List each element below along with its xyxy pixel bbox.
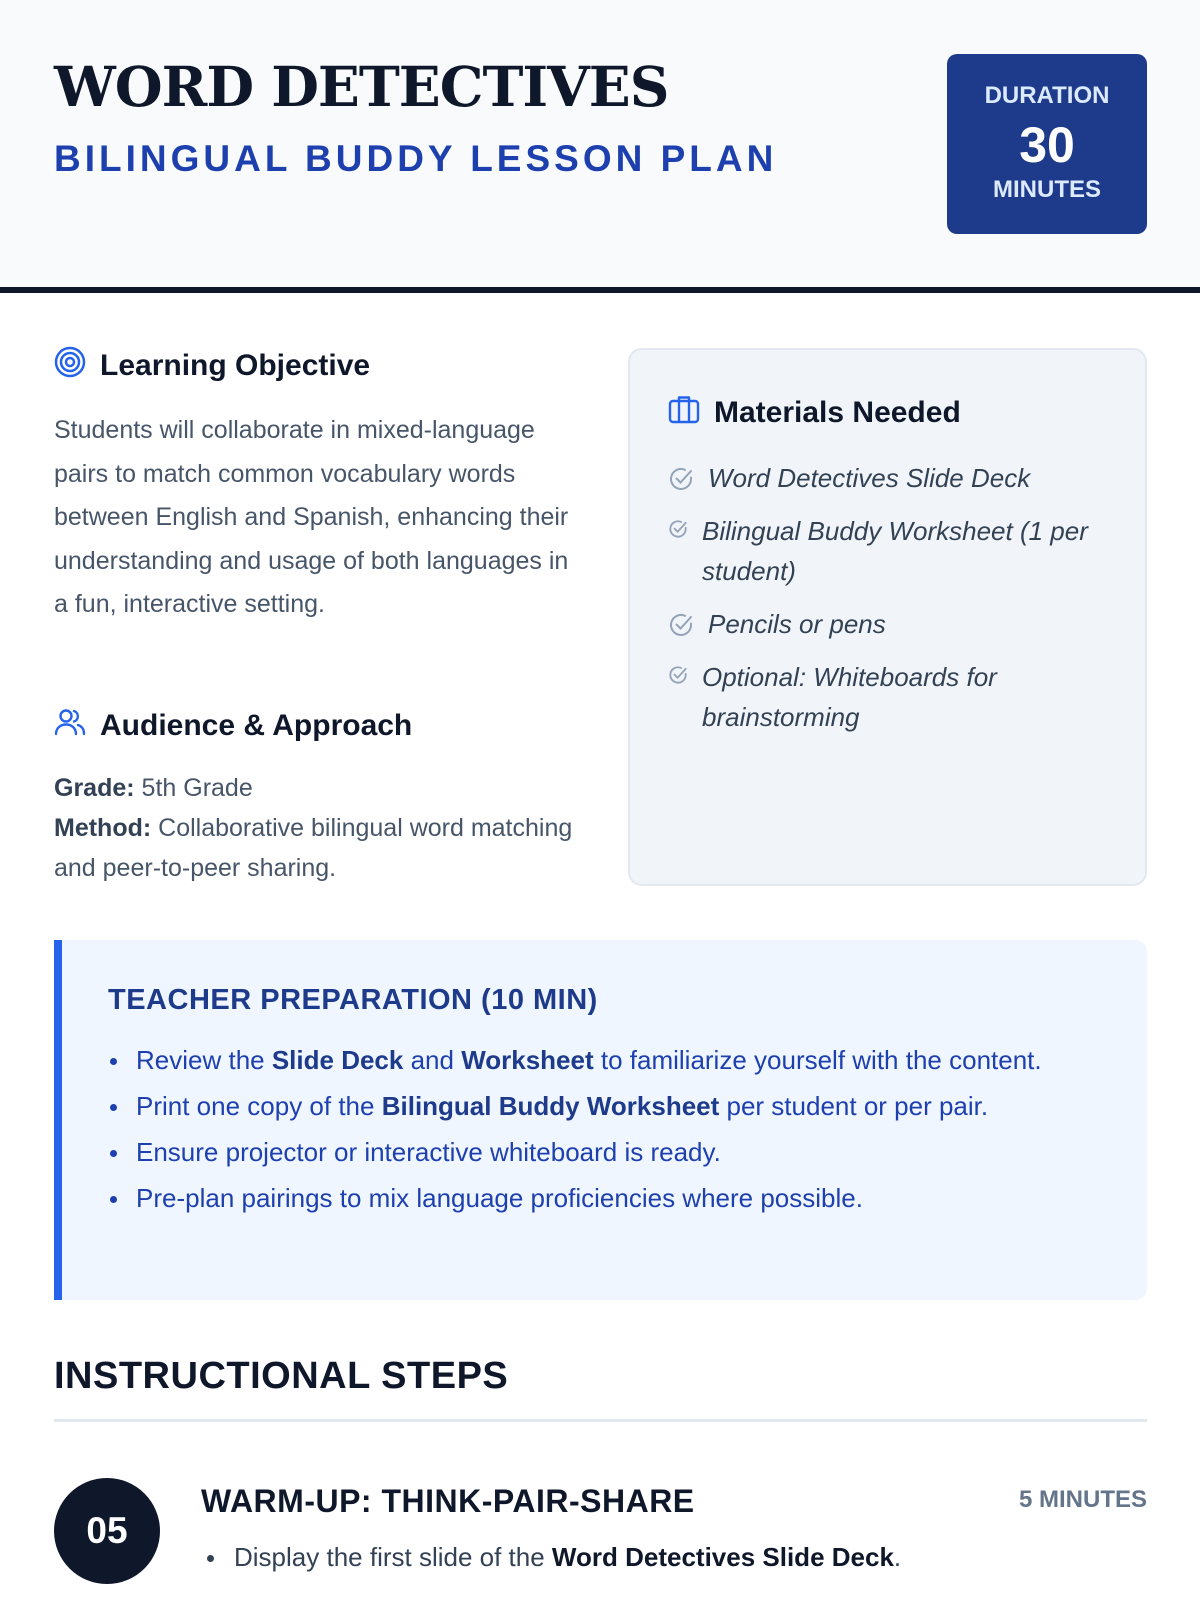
step-duration: 5 MINUTES <box>1018 1486 1147 1513</box>
briefcase-icon <box>668 394 700 432</box>
material-text: Word Detectives Slide Deck <box>708 463 1031 493</box>
prep-text: Ensure projector or interactive whiteboard is ready. <box>136 1137 721 1167</box>
materials-heading-label: Materials Needed <box>714 396 961 429</box>
list-item <box>668 458 1118 498</box>
page-header <box>0 0 1200 293</box>
objective-heading-label: Learning Objective <box>100 349 371 382</box>
material-text: Bilingual Buddy Worksheet (1 per student) <box>702 516 1088 586</box>
divider <box>54 1419 1147 1422</box>
prep-text: Pre-plan pairings to mix language proficiencies where possible. <box>136 1183 863 1213</box>
step-title: WARM-UP: THINK-PAIR-SHARE <box>201 1483 695 1519</box>
prep-list <box>102 1040 1112 1224</box>
check-circle-icon <box>668 466 694 492</box>
list-item <box>102 1132 1112 1172</box>
method-label: Method: <box>54 814 152 842</box>
audience-heading <box>54 706 412 746</box>
duration-unit: MINUTES <box>993 176 1101 203</box>
page-subtitle: BILINGUAL BUDDY LESSON PLAN <box>54 138 778 179</box>
steps-heading: INSTRUCTIONAL STEPS <box>54 1355 509 1397</box>
prep-text: Print one copy of the <box>136 1091 382 1121</box>
step-text: . <box>893 1542 902 1572</box>
objective-heading <box>54 346 370 386</box>
material-text: Optional: Whiteboards for brainstorming <box>702 662 997 732</box>
materials-heading <box>668 394 961 432</box>
list-item <box>201 1537 1141 1577</box>
prep-text: to familiarize yourself with the content. <box>593 1045 1042 1075</box>
grade-label: Grade: <box>54 774 135 802</box>
users-icon <box>54 706 86 746</box>
prep-bold: Slide Deck <box>271 1045 404 1075</box>
list-item <box>668 511 1118 591</box>
step-number-badge: 05 <box>54 1478 160 1584</box>
materials-card <box>628 348 1147 886</box>
grade-line <box>54 768 574 808</box>
duration-value: 30 <box>1019 117 1075 173</box>
step-bold: Word Detectives Slide Deck <box>551 1542 894 1572</box>
prep-bold: Worksheet <box>461 1045 594 1075</box>
page-title: WORD DETECTIVES <box>54 54 669 119</box>
objective-text: Students will collaborate in mixed-language pairs to match common vocabulary words between English and Spanish, enhancing their understanding and usage of both languages in a fun, interactive setting. <box>54 416 569 618</box>
check-circle-icon <box>668 612 694 638</box>
list-item <box>102 1040 1112 1080</box>
prep-text: per student or per pair. <box>719 1091 989 1121</box>
prep-text: Review the <box>136 1045 272 1075</box>
prep-text: and <box>403 1045 462 1075</box>
prep-bold: Bilingual Buddy Worksheet <box>381 1091 720 1121</box>
teacher-prep-callout <box>54 940 1147 1300</box>
grade-value: 5th Grade <box>141 774 253 802</box>
prep-title: TEACHER PREPARATION (10 MIN) <box>108 984 598 1016</box>
list-item <box>102 1178 1112 1218</box>
list-item <box>668 657 1118 737</box>
audience-heading-label: Audience & Approach <box>100 709 413 742</box>
method-value: Collaborative bilingual word matching and peer-to-peer sharing. <box>54 814 573 882</box>
list-item <box>668 604 1118 644</box>
duration-label: DURATION <box>984 82 1110 109</box>
method-line <box>54 808 574 888</box>
step-text: Display the first slide of the <box>234 1542 552 1572</box>
step-bullets <box>201 1537 1141 1577</box>
materials-list <box>668 458 1118 750</box>
target-icon <box>54 346 86 386</box>
check-circle-icon <box>668 665 688 685</box>
material-text: Pencils or pens <box>708 609 886 639</box>
duration-badge <box>947 54 1147 234</box>
audience-details <box>54 768 574 888</box>
check-circle-icon <box>668 519 688 539</box>
list-item <box>102 1086 1112 1126</box>
